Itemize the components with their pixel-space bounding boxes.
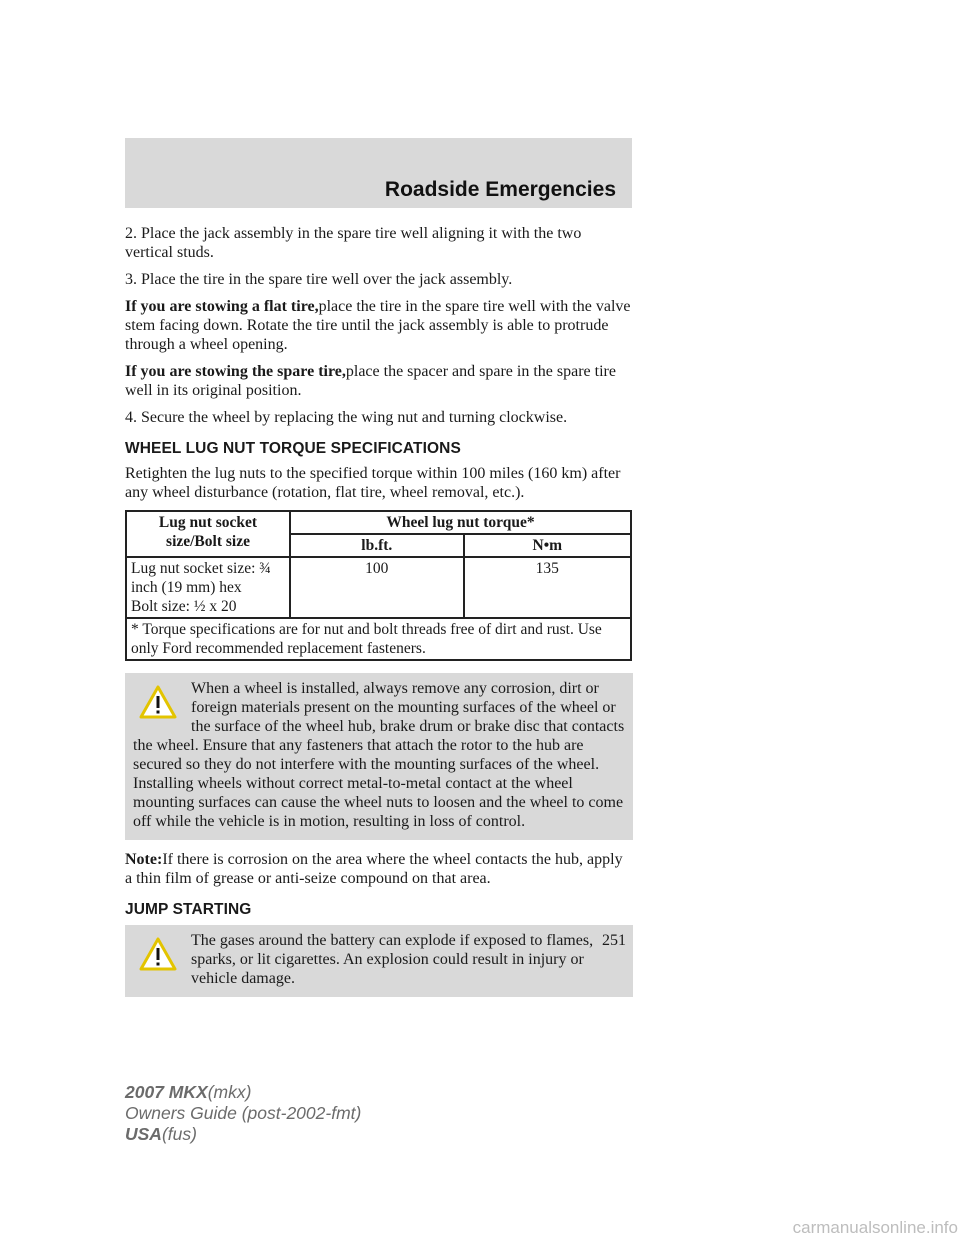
section-header — [125, 138, 632, 208]
page-content — [125, 224, 633, 1007]
footer-model-code: (mkx) — [207, 1082, 252, 1102]
battery-warning-text: The gases around the battery can explode if exposed to flames, sparks, or lit cigarettes. An explosion could result in injury or vehicle damage. — [191, 932, 594, 987]
footer-market: USA — [125, 1124, 162, 1144]
socket-line-2: inch (19 mm) hex — [131, 579, 242, 596]
note-paragraph — [125, 850, 633, 888]
spare-tire-paragraph — [125, 362, 633, 400]
jump-starting-heading: JUMP STARTING — [125, 901, 252, 918]
socket-cell — [126, 557, 290, 618]
table-row — [126, 557, 631, 618]
step-2: 2. Place the jack assembly in the spare tire well aligning it with the two vertical studs. — [125, 225, 582, 261]
spare-tire-text: place the spacer and spare in the spare tire well in its original position. — [125, 363, 616, 399]
section-title: Roadside Emergencies — [384, 178, 616, 201]
bolt-size: Bolt size: ½ x 20 — [131, 598, 237, 615]
note-lead: Note: — [125, 851, 163, 868]
battery-warning-box — [125, 925, 633, 997]
flat-tire-paragraph — [125, 297, 633, 354]
step-4: 4. Secure the wheel by replacing the wing nut and turning clockwise. — [125, 409, 568, 426]
note-text: If there is corrosion on the area where the wheel contacts the hub, apply a thin film of grease or anti-seize compound on that area. — [125, 851, 623, 887]
table-header-row — [126, 511, 631, 534]
step-3: 3. Place the tire in the spare tire well over the jack assembly. — [125, 271, 513, 288]
socket-line-1: Lug nut socket size: ¾ — [131, 560, 271, 577]
flat-tire-text: place the tire in the spare tire well with the valve stem facing down. Rotate the tire until the jack assembly is able to protrude through a wheel opening. — [125, 298, 631, 353]
unit-lbft: lb.ft. — [290, 534, 464, 557]
table-footnote-row — [126, 618, 631, 660]
lug-nut-heading: WHEEL LUG NUT TORQUE SPECIFICATIONS — [125, 440, 461, 457]
footer-market-code: (fus) — [161, 1124, 197, 1144]
footer-line-3 — [125, 1124, 361, 1145]
flat-tire-lead: If you are stowing a flat tire, — [125, 298, 319, 315]
warning-triangle-icon — [139, 937, 177, 971]
col-torque-header: Wheel lug nut torque* — [290, 511, 631, 534]
spare-tire-lead: If you are stowing the spare tire, — [125, 363, 346, 380]
lug-nut-intro: Retighten the lug nuts to the specified torque within 100 miles (160 km) after any wheel disturbance (rotation, flat tire, wheel removal, etc.). — [125, 465, 621, 501]
page-number: 251 — [602, 932, 626, 949]
torque-table — [125, 510, 632, 661]
footer-model: 2007 MKX — [125, 1082, 208, 1102]
value-lbft: 100 — [290, 557, 464, 618]
value-nm: 135 — [464, 557, 631, 618]
table-footnote: * Torque specifications are for nut and bolt threads free of dirt and rust. Use only Ford recommended replacement fasteners. — [126, 618, 631, 660]
unit-nm: N•m — [464, 534, 631, 557]
footer-line-2: Owners Guide (post-2002-fmt) — [125, 1103, 362, 1123]
wheel-warning-text: When a wheel is installed, always remove any corrosion, dirt or foreign materials present on the mounting surfaces of the wheel or the surface of the wheel hub, brake drum or brake disc that contacts the wheel. Ensure that any fasteners that attach the rotor to the hub are secured so they do not interfere with the mounting surfaces of the wheel. Installing wheels without correct metal-to-metal contact at the wheel mounting surfaces can cause the wheel nuts to loosen and the wheel to come off while the vehicle is in motion, resulting in loss of control. — [133, 680, 625, 830]
col-socket-header: Lug nut socket size/Bolt size — [126, 511, 290, 557]
footer — [125, 1082, 361, 1145]
wheel-warning-box — [125, 673, 633, 840]
watermark: carmanualsonline.info — [792, 1218, 958, 1237]
warning-triangle-icon — [139, 685, 177, 719]
footer-line-1 — [125, 1082, 361, 1103]
